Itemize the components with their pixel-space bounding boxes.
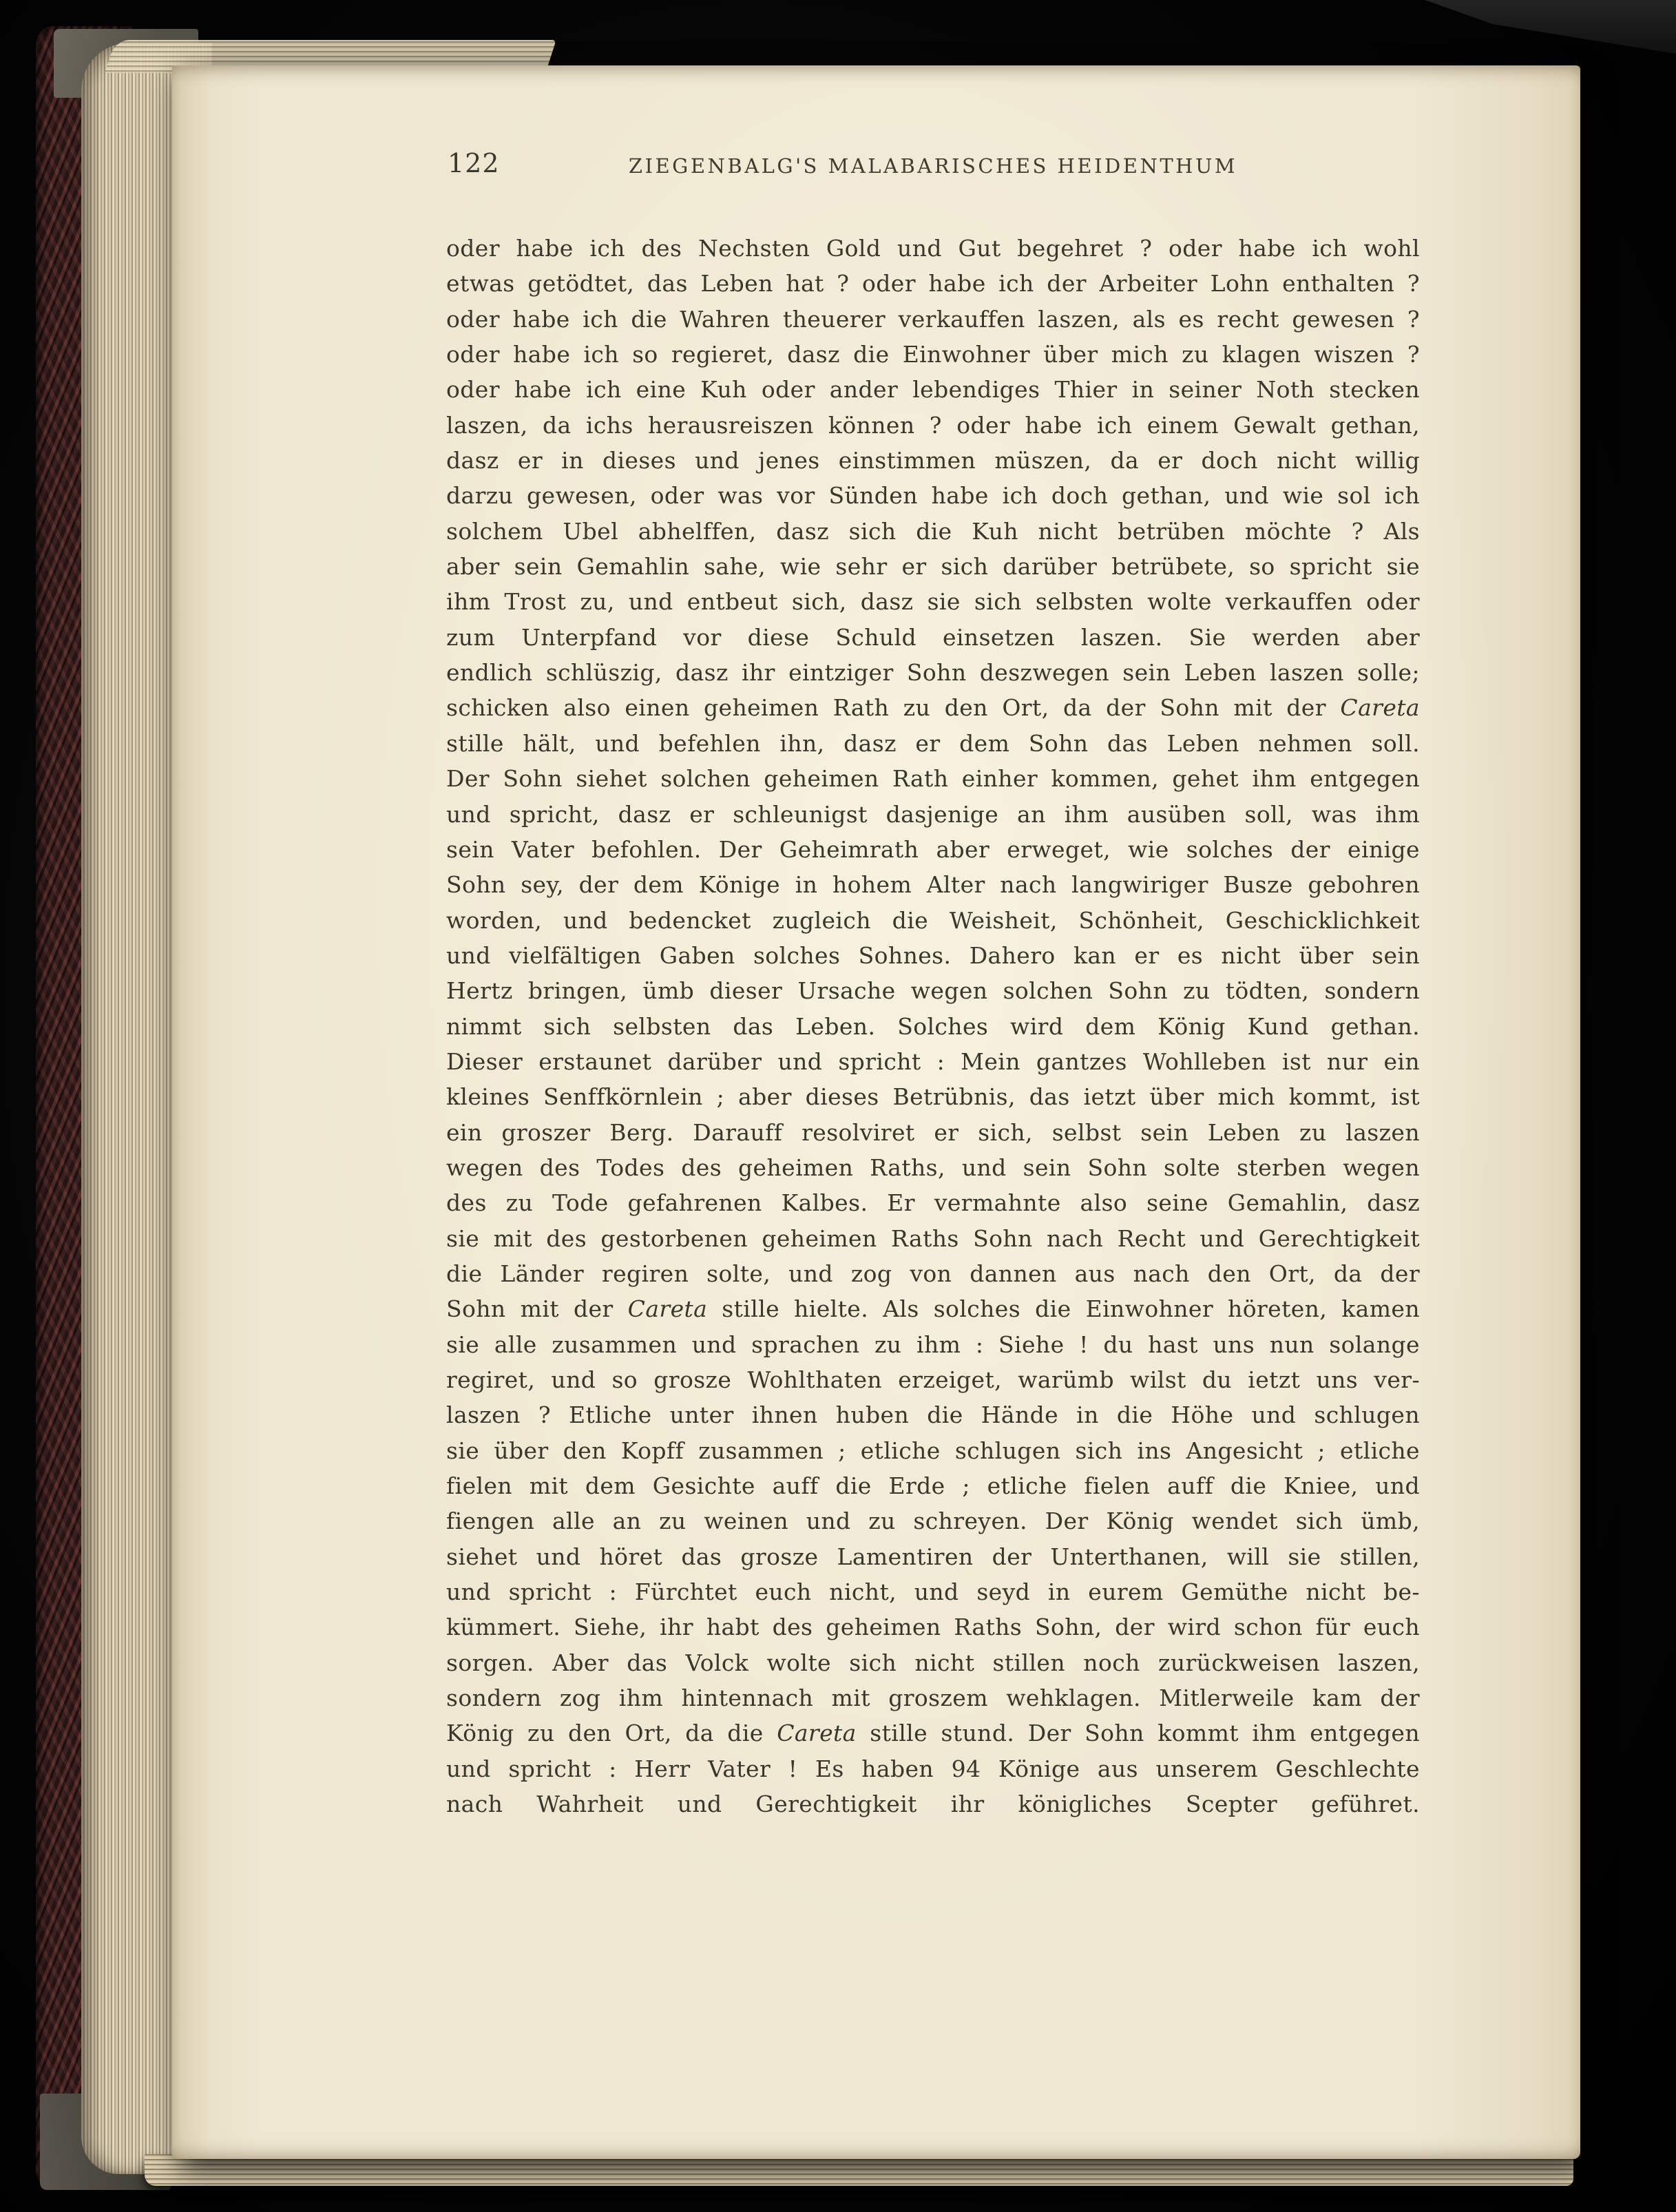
cover-corner-top-right — [1414, 0, 1676, 54]
body-line: dasz er in dieses und jenes einstimmen müszen, da er doch nicht willig — [446, 447, 1420, 474]
body-line: endlich schlüszig, dasz ihr eintziger Sohn deszwegen sein Leben laszen solle; — [446, 659, 1420, 687]
body-line: fielen mit dem Gesichte auff die Erde ; etliche fielen auff die Kniee, und — [446, 1472, 1420, 1500]
body-line: kümmert. Siehe, ihr habt des geheimen Raths Sohn, der wird schon für euch — [446, 1614, 1420, 1641]
body-line: und vielfältigen Gaben solches Sohnes. Dahero kan er es nicht über sein — [446, 941, 1420, 969]
body-line: wegen des Todes des geheimen Raths, und sein Sohn solte sterben wegen — [446, 1154, 1420, 1181]
body-line: laszen, da ichs herausreiszen können ? oder habe ich einem Gewalt gethan, — [446, 411, 1420, 439]
body-line: siehet und höret das grosze Lamentiren der Unterthanen, will sie stillen, — [446, 1543, 1420, 1570]
body-line: fiengen alle an zu weinen und zu schreyen. Der König wendet sich ümb, — [446, 1507, 1420, 1535]
body-line: oder habe ich eine Kuh oder ander lebendiges Thier in seiner Noth stecken — [446, 376, 1420, 404]
body-line: sein Vater befohlen. Der Geheimrath aber erweget, wie solches der einige — [446, 835, 1420, 863]
body-line: etwas getödtet, das Leben hat ? oder habe ich der Arbeiter Lohn enthalten ? — [446, 270, 1420, 298]
body-line: ein groszer Berg. Darauff resolviret er sich, selbst sein Leben zu laszen — [446, 1118, 1420, 1146]
body-line: Sohn mit der Careta stille hielte. Als solches die Einwohner höreten, kamen — [446, 1295, 1421, 1323]
body-line: schicken also einen geheimen Rath zu den Ort, da der Sohn mit der Careta — [446, 694, 1420, 722]
body-line: oder habe ich die Wahren theuerer verkauffen laszen, als es recht gewesen ? — [446, 305, 1420, 333]
page-header — [446, 148, 1420, 185]
body-line: und spricht, dasz er schleunigst dasjenige an ihm ausüben soll, was ihm — [446, 800, 1420, 828]
body-line: oder habe ich so regieret, dasz die Einwohner über mich zu klagen wiszen ? — [446, 341, 1420, 368]
body-line: nach Wahrheit und Gerechtigkeit ihr königliches Scepter geführet. — [446, 1791, 1420, 1818]
body-text — [446, 231, 1420, 1822]
body-line: nimmt sich selbsten das Leben. Solches wird dem König Kund gethan. — [446, 1012, 1420, 1040]
body-line: ihm Trost zu, und entbeut sich, dasz sie sich selbsten wolte verkauffen oder — [446, 588, 1420, 616]
body-line: Hertz bringen, ümb dieser Ursache wegen solchen Sohn zu tödten, sondern — [446, 977, 1420, 1005]
body-line: laszen ? Etliche unter ihnen huben die Hände in die Höhe und schlugen — [446, 1401, 1420, 1429]
body-line: sorgen. Aber das Volck wolte sich nicht stillen noch zurückweisen laszen, — [446, 1649, 1420, 1676]
body-line: sie über den Kopff zusammen ; etliche schlugen sich ins Angesicht ; etliche — [446, 1437, 1420, 1464]
body-line: aber sein Gemahlin sahe, wie sehr er sich darüber betrübete, so spricht sie — [446, 553, 1420, 581]
body-line: und spricht : Herr Vater ! Es haben 94 Könige aus unserem Geschlechte — [446, 1755, 1420, 1782]
body-line: des zu Tode gefahrenen Kalbes. Er vermahnte also seine Gemahlin, dasz — [446, 1189, 1420, 1217]
body-line: stille hält, und befehlen ihn, dasz er dem Sohn das Leben nehmen soll. — [446, 729, 1420, 757]
body-line: Der Sohn siehet solchen geheimen Rath einher kommen, gehet ihm entgegen — [446, 765, 1420, 793]
body-line: König zu den Ort, da die Careta stille stund. Der Sohn kommt ihm entgegen — [446, 1720, 1420, 1747]
body-line: regiret, und so grosze Wohlthaten erzeiget, warümb wilst du ietzt uns ver- — [446, 1366, 1420, 1393]
body-line: und spricht : Fürchtet euch nicht, und seyd in eurem Gemüthe nicht be- — [446, 1578, 1420, 1606]
body-line: zum Unterpfand vor diese Schuld einsetzen laszen. Sie werden aber — [446, 623, 1420, 651]
body-line: sie mit des gestorbenen geheimen Raths Sohn nach Recht und Gerechtigkeit — [446, 1224, 1420, 1252]
body-line: Sohn sey, der dem Könige in hohem Alter nach langwiriger Busze gebohren — [446, 871, 1420, 899]
body-line: oder habe ich des Nechsten Gold und Gut begehret ? oder habe ich wohl — [446, 235, 1420, 262]
body-line: Dieser erstaunet darüber und spricht : Mein gantzes Wohlleben ist nur ein — [446, 1047, 1420, 1075]
body-line: darzu gewesen, oder was vor Sünden habe ich doch gethan, und wie sol ich — [446, 482, 1420, 510]
body-line: sondern zog ihm hintennach mit groszem wehklagen. Mitlerweile kam der — [446, 1684, 1420, 1712]
book-page — [172, 65, 1580, 2159]
page-number: 122 — [448, 148, 500, 178]
body-line: solchem Ubel abhelffen, dasz sich die Kuh nicht betrüben möchte ? Als — [446, 517, 1420, 545]
body-line: worden, und bedencket zugleich die Weisheit, Schönheit, Geschicklichkeit — [446, 906, 1420, 934]
running-header: ZIEGENBALG'S MALABARISCHES HEIDENTHUM — [628, 154, 1238, 178]
body-line: kleines Senffkörnlein ; aber dieses Betrübnis, das ietzt über mich kommt, ist — [446, 1083, 1420, 1111]
body-line: die Länder regiren solte, und zog von dannen aus nach den Ort, da der — [446, 1260, 1420, 1287]
body-line: sie alle zusammen und sprachen zu ihm : Siehe ! du hast uns nun solange — [446, 1331, 1420, 1358]
